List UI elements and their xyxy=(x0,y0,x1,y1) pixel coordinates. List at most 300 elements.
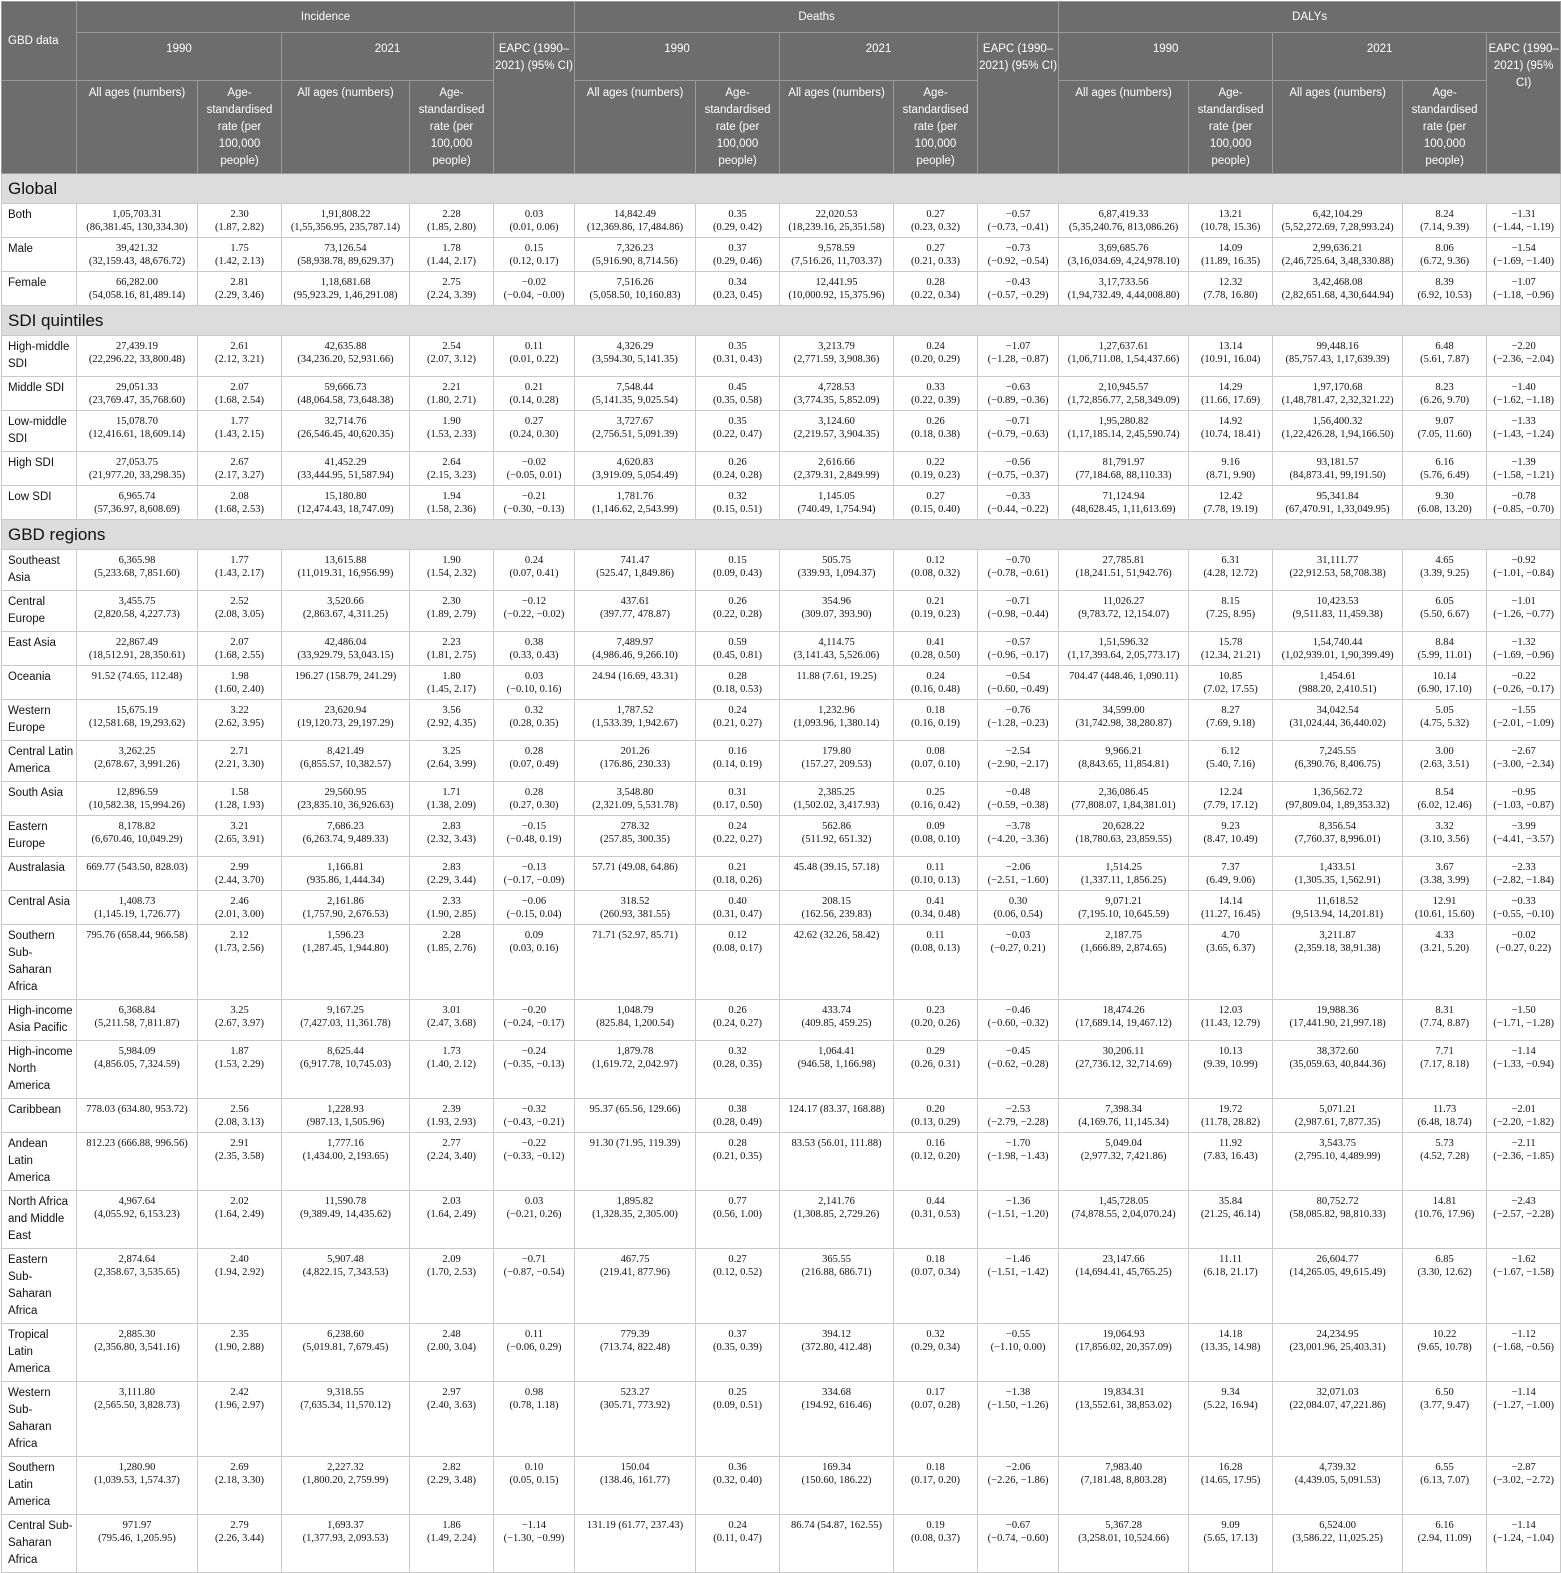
cell-value: 179.80 xyxy=(822,746,851,757)
cell-value: 1,166.81 xyxy=(327,862,364,873)
cell-confidence-interval: (12,474.43, 18,747.09) xyxy=(297,504,394,515)
row-label: Female xyxy=(2,272,77,306)
cell-value: 2.81 xyxy=(230,277,249,288)
row-label: Eastern Europe xyxy=(2,816,77,857)
table-cell xyxy=(894,336,978,377)
table-cell xyxy=(198,741,282,782)
table-cell xyxy=(894,1041,978,1099)
table-cell xyxy=(575,632,696,666)
incidence-1990-asr-header: Age-standardised rate (per 100,000 people) xyxy=(198,81,282,174)
incidence-group-header: Incidence xyxy=(77,2,575,33)
table-cell xyxy=(978,741,1059,782)
cell-confidence-interval: (2.32, 3.43) xyxy=(427,834,476,845)
table-cell xyxy=(1273,1099,1403,1133)
table-row xyxy=(2,411,1561,452)
table-cell xyxy=(1273,857,1403,891)
table-cell xyxy=(198,411,282,452)
cell-value: 6.16 xyxy=(1435,1520,1454,1531)
table-cell xyxy=(1487,1457,1561,1515)
cell-value: 6,238.60 xyxy=(327,1329,364,1340)
cell-confidence-interval: (0.19, 0.23) xyxy=(911,470,961,481)
table-cell xyxy=(1059,632,1189,666)
cell-value: 0.77 xyxy=(728,1196,747,1207)
cell-confidence-interval: (1,093.96, 1,380.14) xyxy=(793,718,880,729)
table-cell xyxy=(1189,591,1273,632)
cell-value: 15,078.70 xyxy=(116,416,158,427)
row-label: South Asia xyxy=(2,782,77,816)
cell-confidence-interval: (5,52,272.69, 7,28,993.24) xyxy=(1281,222,1394,233)
cell-value: 11.11 xyxy=(1219,1254,1243,1265)
table-cell xyxy=(1059,741,1189,782)
table-cell xyxy=(77,272,198,306)
cell-value: 6.55 xyxy=(1435,1462,1454,1473)
table-cell xyxy=(894,666,978,700)
cell-value: 6.16 xyxy=(1435,457,1454,468)
table-cell xyxy=(77,1041,198,1099)
corner-header: GBD data xyxy=(2,2,77,81)
table-cell xyxy=(282,782,410,816)
cell-value: 26,604.77 xyxy=(1316,1254,1359,1265)
cell-confidence-interval: (19,120.73, 29,197.29) xyxy=(297,718,394,729)
cell-value: 8.39 xyxy=(1435,277,1454,288)
table-cell xyxy=(282,1324,410,1382)
table-cell xyxy=(978,1457,1059,1515)
cell-value: 2,616.66 xyxy=(818,457,855,468)
cell-value: −2.20 xyxy=(1511,341,1536,352)
table-row xyxy=(2,204,1561,238)
table-cell xyxy=(1487,1041,1561,1099)
cell-value: 45.48 (39.15, 57.18) xyxy=(793,862,880,873)
table-cell xyxy=(1189,1515,1273,1573)
cell-confidence-interval: (0.32, 0.40) xyxy=(713,1475,763,1486)
cell-confidence-interval: (2,987.61, 7,877.35) xyxy=(1294,1117,1381,1128)
table-cell xyxy=(780,1191,894,1249)
cell-confidence-interval: (1.40, 2.12) xyxy=(427,1059,476,1070)
cell-value: −0.57 xyxy=(1005,209,1031,220)
cell-confidence-interval: (17,689.14, 19,467.12) xyxy=(1075,1018,1172,1029)
cell-value: 9.09 xyxy=(1221,1520,1240,1531)
table-cell xyxy=(1403,1324,1487,1382)
cell-value: 1,51,596.32 xyxy=(1098,637,1149,648)
row-label: Oceania xyxy=(2,666,77,700)
cell-value: 9.16 xyxy=(1221,457,1240,468)
table-body xyxy=(2,174,1561,1573)
table-cell xyxy=(1403,1515,1487,1573)
table-cell xyxy=(1487,1382,1561,1457)
cell-value: 0.09 xyxy=(926,821,945,832)
cell-value: 7,398.34 xyxy=(1105,1104,1142,1115)
table-cell xyxy=(1273,1457,1403,1515)
table-cell xyxy=(1273,1191,1403,1249)
cell-confidence-interval: (97,809.04, 1,89,353.32) xyxy=(1285,800,1390,811)
table-cell xyxy=(198,700,282,741)
cell-confidence-interval: (−0.04, −0.00) xyxy=(503,290,565,301)
cell-confidence-interval: (3.21, 5.20) xyxy=(1420,943,1470,954)
table-cell xyxy=(494,782,575,816)
table-cell xyxy=(1487,377,1561,411)
cell-confidence-interval: (−1.62, −1.18) xyxy=(1493,395,1555,406)
table-cell xyxy=(575,1099,696,1133)
cell-value: 10.22 xyxy=(1432,1329,1457,1340)
cell-value: −0.57 xyxy=(1005,637,1031,648)
cell-value: 12.03 xyxy=(1218,1005,1243,1016)
cell-confidence-interval: (−1.69, −0.96) xyxy=(1493,650,1555,661)
cell-confidence-interval: (−0.55, −0.10) xyxy=(1493,909,1555,920)
cell-confidence-interval: (0.24, 0.28) xyxy=(713,470,763,481)
table-cell xyxy=(1059,1041,1189,1099)
table-cell xyxy=(894,925,978,1000)
cell-value: 8.84 xyxy=(1435,637,1454,648)
cell-value: 11.88 (7.61, 19.25) xyxy=(796,671,877,682)
cell-value: 9.30 xyxy=(1435,491,1454,502)
cell-confidence-interval: (−0.33, −0.12) xyxy=(503,1151,565,1162)
cell-confidence-interval: (0.23, 0.45) xyxy=(713,290,763,301)
cell-value: 2.61 xyxy=(230,341,249,352)
cell-confidence-interval: (−0.27, 0.22) xyxy=(1496,943,1552,954)
table-cell xyxy=(77,816,198,857)
cell-value: −0.71 xyxy=(1005,416,1031,427)
cell-value: 2.91 xyxy=(230,1138,249,1149)
cell-confidence-interval: (3.65, 6.37) xyxy=(1206,943,1256,954)
table-cell xyxy=(780,1515,894,1573)
cell-confidence-interval: (0.07, 0.10) xyxy=(911,759,961,770)
cell-confidence-interval: (5.99, 11.01) xyxy=(1417,650,1472,661)
table-cell xyxy=(1059,411,1189,452)
table-cell xyxy=(978,550,1059,591)
cell-confidence-interval: (0.07, 0.41) xyxy=(509,568,559,579)
table-cell xyxy=(978,1249,1059,1324)
cell-confidence-interval: (10.78, 15.36) xyxy=(1200,222,1261,233)
cell-confidence-interval: (3.39, 9.25) xyxy=(1420,568,1470,579)
cell-confidence-interval: (339.93, 1,094.37) xyxy=(797,568,876,579)
cell-value: 318.52 xyxy=(620,896,650,907)
table-cell xyxy=(1487,925,1561,1000)
table-cell xyxy=(1403,857,1487,891)
table-cell xyxy=(780,782,894,816)
table-cell xyxy=(1189,1133,1273,1191)
cell-value: −1.36 xyxy=(1005,1196,1031,1207)
cell-value: 1,145.05 xyxy=(818,491,855,502)
cell-confidence-interval: (7.14, 9.39) xyxy=(1420,222,1470,233)
cell-confidence-interval: (1.60, 2.40) xyxy=(215,684,264,695)
cell-confidence-interval: (713.74, 822.48) xyxy=(600,1342,671,1353)
cell-confidence-interval: (2,356.80, 3,541.16) xyxy=(94,1342,180,1353)
table-cell xyxy=(780,1133,894,1191)
table-cell xyxy=(1273,891,1403,925)
cell-confidence-interval: (1,533.39, 1,942.67) xyxy=(592,718,678,729)
cell-value: −1.38 xyxy=(1005,1387,1031,1398)
cell-value: 2.83 xyxy=(442,862,461,873)
cell-confidence-interval: (7.83, 16.43) xyxy=(1203,1151,1258,1162)
cell-value: 9,966.21 xyxy=(1105,746,1142,757)
cell-value: 5,071.21 xyxy=(1319,1104,1356,1115)
table-cell xyxy=(494,1133,575,1191)
table-cell xyxy=(780,816,894,857)
row-label: Eastern Sub-Saharan Africa xyxy=(2,1249,77,1324)
cell-confidence-interval: (0.23, 0.32) xyxy=(911,222,961,233)
cell-value: 0.41 xyxy=(926,896,945,907)
table-cell xyxy=(696,1324,780,1382)
cell-confidence-interval: (32,159.43, 48,676.72) xyxy=(88,256,186,267)
cell-confidence-interval: (0.29, 0.46) xyxy=(713,256,763,267)
cell-value: 42,486.04 xyxy=(324,637,367,648)
table-cell xyxy=(780,666,894,700)
cell-value: 0.34 xyxy=(728,277,747,288)
cell-value: 0.16 xyxy=(728,746,747,757)
cell-confidence-interval: (6.08, 13.20) xyxy=(1417,504,1472,515)
cell-confidence-interval: (−0.60, −0.49) xyxy=(987,684,1049,695)
cell-value: 0.59 xyxy=(728,637,747,648)
cell-confidence-interval: (−0.92, −0.54) xyxy=(987,256,1049,267)
cell-value: 0.24 xyxy=(926,341,945,352)
table-cell xyxy=(978,204,1059,238)
cell-confidence-interval: (2.62, 3.95) xyxy=(215,718,264,729)
cell-value: 35.84 xyxy=(1218,1196,1243,1207)
table-row xyxy=(2,782,1561,816)
table-cell xyxy=(575,1457,696,1515)
cell-confidence-interval: (14.65, 17.95) xyxy=(1200,1475,1261,1486)
cell-value: 4,739.32 xyxy=(1319,1462,1356,1473)
cell-confidence-interval: (305.71, 773.92) xyxy=(600,1400,671,1411)
table-cell xyxy=(1487,1515,1561,1573)
cell-confidence-interval: (2,820.58, 4,227.73) xyxy=(94,609,180,620)
cell-value: 0.40 xyxy=(728,896,747,907)
table-cell xyxy=(1487,452,1561,486)
table-cell xyxy=(1059,238,1189,272)
cell-value: −0.02 xyxy=(521,457,547,468)
table-row xyxy=(2,1324,1561,1382)
cell-value: 11.92 xyxy=(1218,1138,1243,1149)
cell-confidence-interval: (3,16,034.69, 4,24,978.10) xyxy=(1067,256,1180,267)
table-cell xyxy=(410,452,494,486)
table-cell xyxy=(1403,1382,1487,1457)
row-label: High-income Asia Pacific xyxy=(2,1000,77,1041)
table-cell xyxy=(1487,411,1561,452)
table-cell xyxy=(1487,857,1561,891)
table-cell xyxy=(696,486,780,520)
cell-value: 437.61 xyxy=(620,596,650,607)
table-cell xyxy=(282,700,410,741)
table-cell xyxy=(696,782,780,816)
cell-confidence-interval: (−1.50, −1.26) xyxy=(987,1400,1049,1411)
table-cell xyxy=(198,550,282,591)
cell-value: 0.98 xyxy=(524,1387,544,1398)
table-cell xyxy=(1403,741,1487,782)
table-cell xyxy=(978,782,1059,816)
table-cell xyxy=(1403,204,1487,238)
cell-confidence-interval: (−1.43, −1.24) xyxy=(1493,429,1555,440)
table-cell xyxy=(282,1133,410,1191)
table-cell xyxy=(696,591,780,632)
table-cell xyxy=(1403,666,1487,700)
table-cell xyxy=(1487,1249,1561,1324)
table-cell xyxy=(282,1041,410,1099)
cell-confidence-interval: (9,513.94, 14,201.81) xyxy=(1292,909,1384,920)
table-cell xyxy=(978,452,1059,486)
table-cell xyxy=(1059,1133,1189,1191)
table-cell xyxy=(1403,452,1487,486)
table-cell xyxy=(978,857,1059,891)
cell-confidence-interval: (2.64, 3.99) xyxy=(427,759,476,770)
cell-value: 0.18 xyxy=(926,1462,945,1473)
table-row xyxy=(2,550,1561,591)
cell-value: 3.00 xyxy=(1435,746,1454,757)
cell-value: 2,227.32 xyxy=(327,1462,364,1473)
table-cell xyxy=(494,1099,575,1133)
cell-confidence-interval: (−0.22, −0.02) xyxy=(503,609,565,620)
cell-confidence-interval: (12.34, 21.21) xyxy=(1200,650,1261,661)
cell-confidence-interval: (2.26, 3.44) xyxy=(215,1533,264,1544)
cell-value: 6.31 xyxy=(1221,555,1240,566)
cell-confidence-interval: (6,917.78, 10,745.03) xyxy=(300,1059,391,1070)
table-cell xyxy=(1059,591,1189,632)
cell-value: 14.92 xyxy=(1218,416,1243,427)
table-cell xyxy=(696,1191,780,1249)
table-cell xyxy=(1403,591,1487,632)
cell-confidence-interval: (7.05, 11.60) xyxy=(1417,429,1472,440)
cell-value: 334.68 xyxy=(822,1387,851,1398)
cell-value: 14,842.49 xyxy=(614,209,657,220)
cell-confidence-interval: (0.21, 0.27) xyxy=(713,718,763,729)
table-cell xyxy=(575,816,696,857)
cell-confidence-interval: (7,635.34, 11,570.12) xyxy=(300,1400,391,1411)
table-cell xyxy=(1189,632,1273,666)
table-row xyxy=(2,377,1561,411)
table-cell xyxy=(1273,1133,1403,1191)
cell-confidence-interval: (0.22, 0.47) xyxy=(713,429,763,440)
cell-confidence-interval: (0.12, 0.20) xyxy=(911,1151,961,1162)
table-cell xyxy=(1403,1191,1487,1249)
row-label: Central Sub-Saharan Africa xyxy=(2,1515,77,1573)
table-cell xyxy=(1487,591,1561,632)
cell-confidence-interval: (1,800.20, 2,759.99) xyxy=(302,1475,389,1486)
cell-confidence-interval: (−0.24, −0.17) xyxy=(503,1018,565,1029)
table-cell xyxy=(410,632,494,666)
table-cell xyxy=(410,816,494,857)
table-cell xyxy=(410,550,494,591)
cell-confidence-interval: (0.35, 0.58) xyxy=(713,395,763,406)
cell-value: 2.30 xyxy=(230,209,249,220)
cell-value: 2.67 xyxy=(230,457,249,468)
cell-value: 13,615.88 xyxy=(324,555,367,566)
table-cell xyxy=(696,550,780,591)
table-cell xyxy=(77,1382,198,1457)
table-cell xyxy=(410,1324,494,1382)
table-cell xyxy=(1189,238,1273,272)
cell-value: 278.32 xyxy=(620,821,650,832)
cell-confidence-interval: (0.09, 0.51) xyxy=(713,1400,763,1411)
table-cell xyxy=(282,1382,410,1457)
cell-value: 99,448.16 xyxy=(1316,341,1359,352)
cell-value: −1.40 xyxy=(1511,382,1536,393)
table-cell xyxy=(696,1000,780,1041)
table-cell xyxy=(198,377,282,411)
cell-confidence-interval: (0.06, 0.54) xyxy=(993,909,1043,920)
table-cell xyxy=(978,411,1059,452)
cell-confidence-interval: (−0.21, 0.26) xyxy=(506,1209,562,1220)
table-cell xyxy=(282,857,410,891)
cell-value: 2.48 xyxy=(442,1329,461,1340)
table-cell xyxy=(978,1133,1059,1191)
cell-value: 3,520.66 xyxy=(327,596,364,607)
table-cell xyxy=(780,1382,894,1457)
cell-confidence-interval: (−2.26, −1.86) xyxy=(987,1475,1049,1486)
cell-value: −0.22 xyxy=(521,1138,547,1149)
table-cell xyxy=(494,1041,575,1099)
cell-value: 2,141.76 xyxy=(818,1196,855,1207)
table-row xyxy=(2,816,1561,857)
table-cell xyxy=(575,238,696,272)
table-cell xyxy=(696,377,780,411)
section-row xyxy=(2,520,1561,550)
cell-value: 11,590.78 xyxy=(324,1196,367,1207)
cell-value: 10.13 xyxy=(1218,1046,1243,1057)
cell-value: 29,051.33 xyxy=(116,382,158,393)
cell-value: 779.39 xyxy=(620,1329,650,1340)
table-cell xyxy=(1403,632,1487,666)
cell-confidence-interval: (511.92, 651.32) xyxy=(801,834,872,845)
cell-value: 3.67 xyxy=(1435,862,1454,873)
cell-confidence-interval: (2.15, 3.23) xyxy=(427,470,476,481)
cell-value: 131.19 (61.77, 237.43) xyxy=(586,1520,684,1531)
table-cell xyxy=(1403,700,1487,741)
table-cell xyxy=(77,891,198,925)
table-cell xyxy=(1189,816,1273,857)
cell-confidence-interval: (0.31, 0.53) xyxy=(911,1209,961,1220)
row-label: East Asia xyxy=(2,632,77,666)
cell-confidence-interval: (0.28, 0.35) xyxy=(509,718,559,729)
cell-confidence-interval: (397.77, 478.87) xyxy=(600,609,671,620)
table-cell xyxy=(978,1324,1059,1382)
table-cell xyxy=(494,816,575,857)
cell-confidence-interval: (5.50, 6.67) xyxy=(1420,609,1470,620)
table-cell xyxy=(198,1382,282,1457)
cell-value: 19.72 xyxy=(1218,1104,1243,1115)
cell-confidence-interval: (1.85, 2.80) xyxy=(427,222,476,233)
cell-value: 1,777.16 xyxy=(327,1138,364,1149)
row-label: Middle SDI xyxy=(2,377,77,411)
table-cell xyxy=(282,377,410,411)
table-cell xyxy=(1189,411,1273,452)
cell-value: −0.15 xyxy=(521,821,547,832)
cell-confidence-interval: (1.45, 2.17) xyxy=(427,684,476,695)
cell-value: 18,474.26 xyxy=(1102,1005,1145,1016)
cell-value: 1,95,280.82 xyxy=(1098,416,1149,427)
table-cell xyxy=(575,486,696,520)
table-cell xyxy=(198,666,282,700)
cell-value: 14.09 xyxy=(1218,243,1243,254)
cell-confidence-interval: (77,184.68, 88,110.33) xyxy=(1075,470,1172,481)
cell-confidence-interval: (1.70, 2.53) xyxy=(427,1267,476,1278)
cell-value: 7,326.23 xyxy=(616,243,654,254)
table-cell xyxy=(1189,1099,1273,1133)
cell-confidence-interval: (10.91, 16.04) xyxy=(1200,354,1261,365)
cell-value: 0.24 xyxy=(926,671,945,682)
cell-confidence-interval: (1,039.53, 1,574.37) xyxy=(94,1475,180,1486)
table-cell xyxy=(978,925,1059,1000)
cell-value: 0.03 xyxy=(524,671,544,682)
table-cell xyxy=(494,700,575,741)
cell-confidence-interval: (0.20, 0.26) xyxy=(911,1018,961,1029)
table-cell xyxy=(282,1457,410,1515)
table-cell xyxy=(575,891,696,925)
cell-confidence-interval: (−2.82, −1.84) xyxy=(1493,875,1555,886)
table-cell xyxy=(1059,700,1189,741)
cell-value: 12.32 xyxy=(1218,277,1243,288)
table-cell xyxy=(77,1191,198,1249)
table-cell xyxy=(1487,1000,1561,1041)
table-cell xyxy=(780,700,894,741)
